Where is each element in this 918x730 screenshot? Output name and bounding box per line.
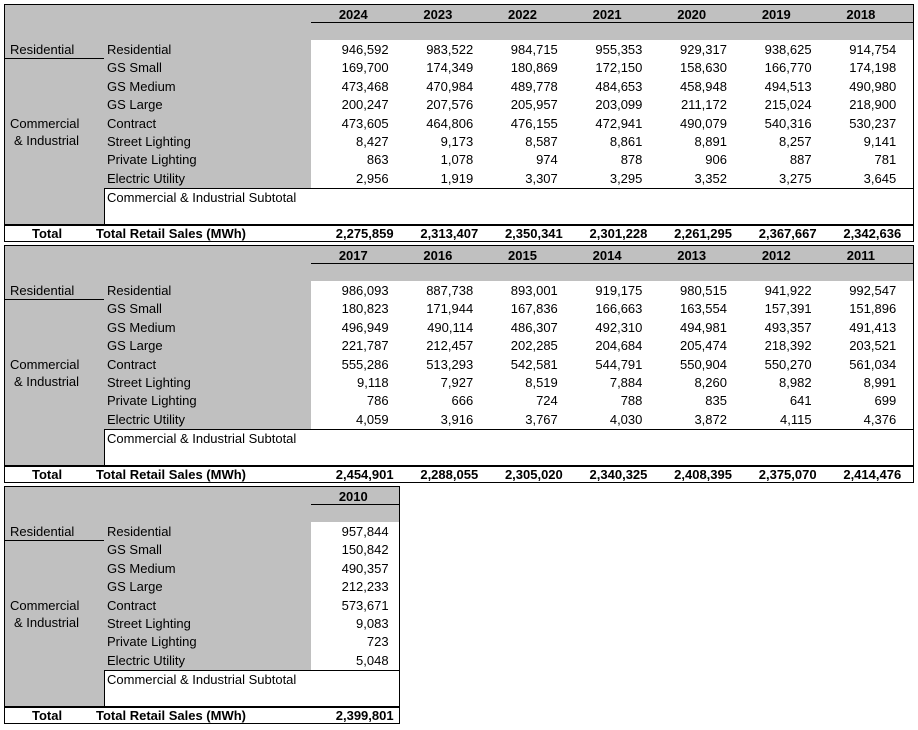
total-value: 2,454,901	[335, 467, 394, 482]
row-label: GS Large	[107, 97, 163, 112]
cell-value: 470,984	[426, 79, 474, 94]
cell-value: 163,554	[679, 301, 727, 316]
cell-value: 980,515	[679, 283, 727, 298]
year-header: 2010	[338, 489, 368, 504]
cell-value: 180,869	[510, 60, 558, 75]
cell-value: 157,391	[764, 301, 812, 316]
cell-value: 490,357	[341, 561, 389, 576]
row-label: Street Lighting	[107, 134, 191, 149]
group-label-residential: Residential	[10, 42, 75, 57]
year-header: 2015	[508, 248, 537, 263]
rule	[104, 670, 105, 706]
cell-value: 3,767	[525, 412, 558, 427]
cell-value: 555,286	[341, 357, 389, 372]
cell-value: 167,836	[510, 301, 558, 316]
cell-value: 472,941	[595, 116, 643, 131]
cell-value: 489,778	[510, 79, 558, 94]
total-label: Total	[32, 226, 63, 241]
cell-value: 530,237	[849, 116, 897, 131]
subtotal-label: Commercial & Industrial Subtotal	[107, 431, 297, 446]
cell-value: 205,957	[510, 97, 558, 112]
cell-value: 8,257	[779, 134, 812, 149]
row-label: Residential	[107, 524, 172, 539]
cell-value: 983,522	[426, 42, 474, 57]
cell-value: 493,357	[764, 320, 812, 335]
cell-value: 992,547	[849, 283, 897, 298]
cell-value: 4,059	[356, 412, 389, 427]
year-header: 2012	[761, 248, 791, 263]
cell-value: 878	[620, 152, 643, 167]
cell-value: 8,260	[694, 375, 727, 390]
cell-value: 8,587	[525, 134, 558, 149]
total-value: 2,342,636	[843, 226, 902, 241]
row-label: GS Small	[107, 301, 162, 316]
cell-value: 781	[874, 152, 897, 167]
cell-value: 561,034	[849, 357, 897, 372]
row-label: Residential	[107, 283, 172, 298]
cell-value: 169,700	[341, 60, 389, 75]
row-label: Private Lighting	[107, 152, 197, 167]
rule	[913, 245, 914, 483]
rule	[104, 429, 105, 465]
cell-value: 938,625	[764, 42, 812, 57]
total-value: 2,367,667	[758, 226, 817, 241]
row-label: Residential	[107, 42, 172, 57]
cell-value: 172,150	[595, 60, 643, 75]
cell-value: 786	[366, 393, 389, 408]
cell-value: 174,349	[426, 60, 474, 75]
cell-value: 171,944	[426, 301, 474, 316]
cell-value: 957,844	[341, 524, 389, 539]
cell-value: 491,413	[849, 320, 897, 335]
total-row-label: Total Retail Sales (MWh)	[96, 467, 246, 482]
total-row-label: Total Retail Sales (MWh)	[96, 708, 246, 723]
rule	[4, 4, 914, 5]
total-value: 2,261,295	[674, 226, 732, 241]
cell-value: 490,079	[679, 116, 727, 131]
table-block	[0, 4, 918, 245]
cell-value: 221,787	[341, 338, 389, 353]
year-header: 2022	[508, 7, 537, 22]
row-label: Electric Utility	[107, 171, 186, 186]
cell-value: 1,078	[440, 152, 474, 167]
total-label: Total	[32, 467, 63, 482]
cell-value: 666	[451, 393, 474, 408]
cell-value: 212,233	[341, 579, 389, 594]
cell-value: 3,307	[525, 171, 558, 186]
row-label: Contract	[107, 598, 157, 613]
cell-value: 919,175	[595, 283, 643, 298]
cell-value: 492,310	[595, 320, 643, 335]
year-header: 2011	[846, 248, 875, 263]
cell-value: 699	[874, 393, 897, 408]
cell-value: 4,030	[609, 412, 643, 427]
year-header: 2024	[338, 7, 368, 22]
rule	[4, 540, 104, 541]
cell-value: 180,823	[341, 301, 389, 316]
cell-value: 205,474	[679, 338, 727, 353]
cell-value: 473,605	[341, 116, 389, 131]
cell-value: 476,155	[510, 116, 558, 131]
cell-value: 4,115	[780, 412, 812, 427]
cell-value: 9,173	[440, 134, 474, 149]
cell-value: 8,982	[779, 375, 812, 390]
total-value: 2,288,055	[420, 467, 479, 482]
cell-value: 3,275	[779, 171, 812, 186]
cell-value: 887	[789, 152, 812, 167]
table-block	[0, 245, 918, 486]
cell-value: 550,904	[679, 357, 727, 372]
total-value: 2,275,859	[335, 226, 394, 241]
total-value: 2,313,407	[420, 226, 479, 241]
row-label: GS Medium	[107, 561, 176, 576]
cell-value: 3,916	[440, 412, 474, 427]
row-label: GS Medium	[107, 320, 176, 335]
cell-value: 215,024	[764, 97, 812, 112]
cell-value: 3,352	[694, 171, 727, 186]
total-value: 2,350,341	[504, 226, 563, 241]
cell-value: 3,295	[609, 171, 643, 186]
total-value: 2,301,228	[589, 226, 648, 241]
year-header: 2023	[423, 7, 453, 22]
cell-value: 204,684	[595, 338, 643, 353]
cell-value: 484,653	[595, 79, 643, 94]
cell-value: 3,872	[694, 412, 727, 427]
cell-value: 218,392	[764, 338, 812, 353]
cell-value: 929,317	[679, 42, 727, 57]
row-label: GS Large	[107, 579, 163, 594]
total-value: 2,375,070	[758, 467, 817, 482]
cell-value: 202,285	[510, 338, 558, 353]
rule	[104, 429, 914, 430]
rule	[104, 188, 105, 224]
year-header: 2013	[677, 248, 707, 263]
rule	[4, 58, 104, 59]
cell-value: 151,896	[849, 301, 897, 316]
cell-value: 158,630	[679, 60, 727, 75]
cell-value: 7,884	[609, 375, 643, 390]
group-label-residential: Residential	[10, 524, 75, 539]
row-label: Electric Utility	[107, 653, 186, 668]
rule	[399, 486, 400, 724]
cell-value: 9,141	[863, 134, 897, 149]
year-header: 2021	[592, 7, 622, 22]
cell-value: 5,048	[356, 653, 389, 668]
total-row-label: Total Retail Sales (MWh)	[96, 226, 246, 241]
cell-value: 863	[366, 152, 389, 167]
row-label: GS Large	[107, 338, 163, 353]
year-header: 2016	[423, 248, 453, 263]
cell-value: 486,307	[510, 320, 558, 335]
group-label-industrial: & Industrial	[14, 133, 80, 148]
cell-value: 496,949	[341, 320, 389, 335]
cell-value: 174,198	[849, 60, 897, 75]
cell-value: 150,842	[341, 542, 389, 557]
rule	[4, 486, 400, 487]
cell-value: 7,927	[440, 375, 474, 390]
cell-value: 984,715	[510, 42, 558, 57]
rule	[4, 245, 914, 246]
cell-value: 494,981	[679, 320, 727, 335]
subtotal-label: Commercial & Industrial Subtotal	[107, 672, 297, 687]
row-label: GS Medium	[107, 79, 176, 94]
cell-value: 9,083	[356, 616, 389, 631]
cell-value: 542,581	[510, 357, 558, 372]
year-header: 2017	[338, 248, 368, 263]
cell-value: 494,513	[764, 79, 812, 94]
total-value: 2,408,395	[674, 467, 732, 482]
cell-value: 893,001	[510, 283, 558, 298]
cell-value: 513,293	[426, 357, 474, 372]
row-label: Private Lighting	[107, 634, 197, 649]
rule	[4, 486, 5, 724]
cell-value: 906	[705, 152, 727, 167]
row-label: GS Small	[107, 542, 162, 557]
group-label-commercial: Commercial	[10, 357, 80, 372]
cell-value: 835	[705, 393, 727, 408]
row-label: Private Lighting	[107, 393, 197, 408]
rule	[104, 670, 400, 671]
cell-value: 8,891	[694, 134, 727, 149]
row-label: Contract	[107, 357, 157, 372]
cell-value: 941,922	[764, 283, 812, 298]
cell-value: 641	[789, 393, 812, 408]
cell-value: 207,576	[426, 97, 474, 112]
cell-value: 490,980	[849, 79, 897, 94]
cell-value: 473,468	[341, 79, 389, 94]
cell-value: 8,427	[356, 134, 389, 149]
total-value: 2,414,476	[843, 467, 902, 482]
row-label: Contract	[107, 116, 157, 131]
cell-value: 490,114	[427, 320, 474, 335]
cell-value: 9,118	[357, 375, 389, 390]
cell-value: 4,376	[863, 412, 897, 427]
cell-value: 218,900	[849, 97, 897, 112]
cell-value: 166,663	[595, 301, 643, 316]
cell-value: 1,919	[440, 171, 474, 186]
table-block	[0, 486, 918, 727]
rule	[4, 245, 5, 483]
row-label: Electric Utility	[107, 412, 186, 427]
subtotal-label: Commercial & Industrial Subtotal	[107, 190, 297, 205]
year-header: 2020	[677, 7, 707, 22]
cell-value: 8,861	[609, 134, 643, 149]
cell-value: 200,247	[341, 97, 389, 112]
cell-value: 550,270	[764, 357, 812, 372]
cell-value: 464,806	[426, 116, 474, 131]
cell-value: 788	[620, 393, 643, 408]
total-value: 2,399,801	[335, 708, 394, 723]
group-label-industrial: & Industrial	[14, 374, 80, 389]
cell-value: 955,353	[595, 42, 643, 57]
cell-value: 166,770	[764, 60, 812, 75]
group-label-commercial: Commercial	[10, 598, 80, 613]
rule	[4, 4, 5, 242]
rule	[4, 299, 104, 300]
total-value: 2,340,325	[589, 467, 648, 482]
group-label-residential: Residential	[10, 283, 75, 298]
group-label-commercial: Commercial	[10, 116, 80, 131]
group-label-industrial: & Industrial	[14, 615, 80, 630]
rule	[913, 4, 914, 242]
cell-value: 540,316	[764, 116, 812, 131]
cell-value: 544,791	[595, 357, 643, 372]
rule	[104, 188, 914, 189]
year-header: 2014	[592, 248, 622, 263]
row-label: Street Lighting	[107, 375, 191, 390]
cell-value: 723	[366, 634, 389, 649]
cell-value: 914,754	[849, 42, 897, 57]
total-value: 2,305,020	[504, 467, 563, 482]
cell-value: 724	[536, 393, 558, 408]
cell-value: 573,671	[341, 598, 389, 613]
year-header: 2019	[761, 7, 791, 22]
cell-value: 458,948	[679, 79, 727, 94]
year-header: 2018	[846, 7, 876, 22]
cell-value: 986,093	[341, 283, 389, 298]
row-label: Street Lighting	[107, 616, 191, 631]
cell-value: 212,457	[426, 338, 474, 353]
cell-value: 3,645	[863, 171, 897, 186]
cell-value: 887,738	[426, 283, 474, 298]
cell-value: 203,099	[595, 97, 643, 112]
cell-value: 974	[536, 152, 558, 167]
cell-value: 203,521	[849, 338, 897, 353]
cell-value: 211,172	[680, 97, 727, 112]
row-label: GS Small	[107, 60, 162, 75]
cell-value: 946,592	[341, 42, 389, 57]
total-label: Total	[32, 708, 63, 723]
cell-value: 8,991	[863, 375, 897, 390]
cell-value: 8,519	[525, 375, 558, 390]
cell-value: 2,956	[356, 171, 389, 186]
